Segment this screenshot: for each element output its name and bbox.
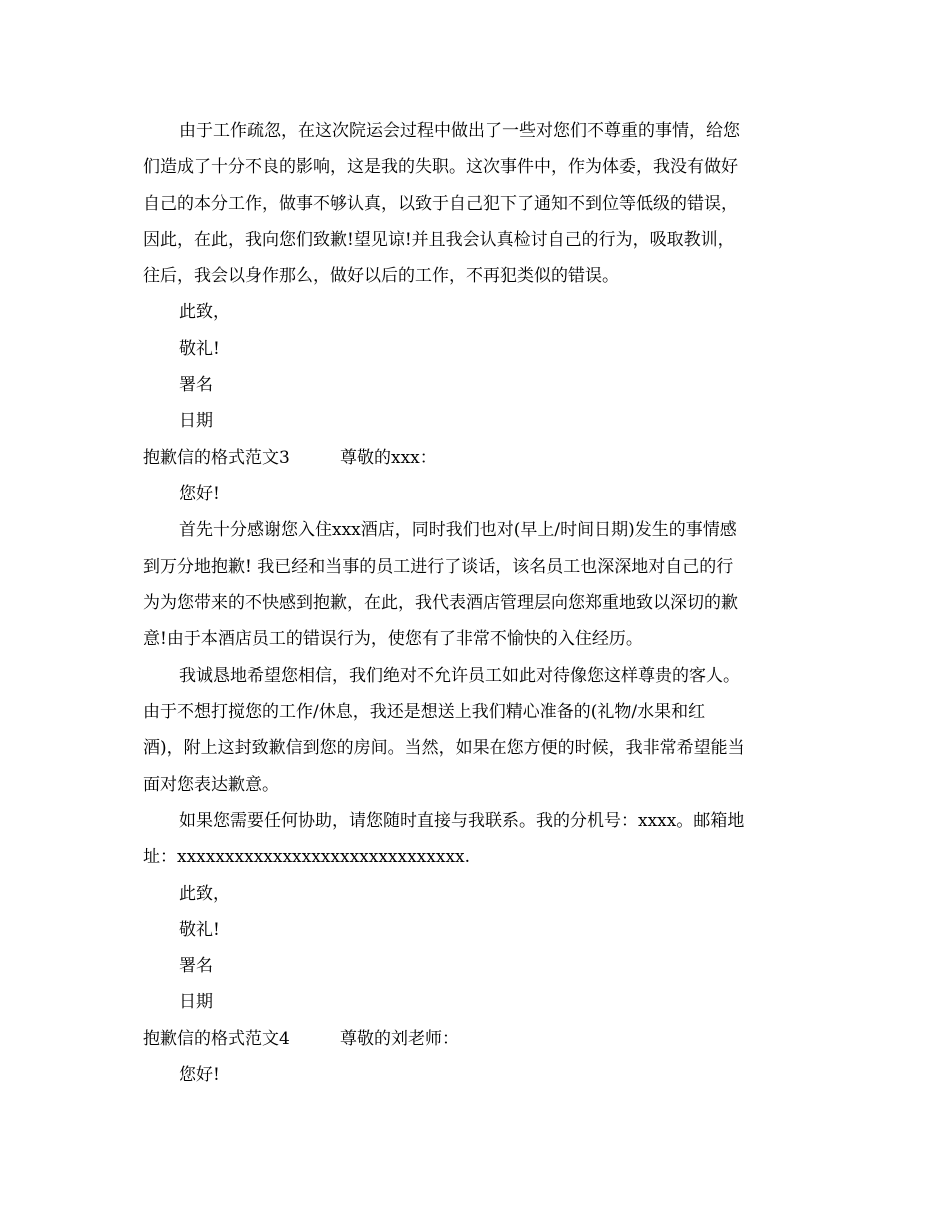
letter3-greeting: 您好! xyxy=(179,484,220,504)
letter3-signature: 署名 xyxy=(179,956,213,976)
letter3-para1-line-1: 首先十分感谢您入住xxx酒店，同时我们也对(早上/时间日期)发生的事情感 xyxy=(179,520,737,540)
letter2-body-line-5: 往后，我会以身作那么，做好以后的工作，不再犯类似的错误。 xyxy=(143,266,619,286)
letter2-salute: 敬礼! xyxy=(179,339,220,359)
letter4-salutation: 尊敬的刘老师： xyxy=(340,1029,459,1049)
letter3-para2-line-2: 由于不想打搅您的工作/休息，我还是想送上我们精心准备的(礼物/水果和红 xyxy=(143,702,706,722)
letter2-closing: 此致， xyxy=(179,302,230,322)
letter2-signature: 署名 xyxy=(179,375,213,395)
letter2-date: 日期 xyxy=(179,411,213,431)
letter3-para1-line-3: 为为您带来的不快感到抱歉，在此，我代表酒店管理层向您郑重地致以深切的歉 xyxy=(143,593,738,613)
letter4-greeting: 您好! xyxy=(179,1065,220,1085)
letter3-title: 抱歉信的格式范文3 xyxy=(143,448,290,468)
letter3-para1-line-2: 到万分地抱歉! 我已经和当事的员工进行了谈话，该名员工也深深地对自己的行 xyxy=(143,557,734,577)
letter3-date: 日期 xyxy=(179,992,213,1012)
letter2-body-line-2: 们造成了十分不良的影响，这是我的失职。这次事件中，作为体委，我没有做好 xyxy=(143,157,738,177)
letter3-salutation: 尊敬的xxx： xyxy=(340,448,437,468)
letter2-body-line-4: 因此，在此，我向您们致歉!望见谅!并且我会认真检讨自己的行为，吸取教训， xyxy=(143,230,735,250)
letter3-para2-line-1: 我诚恳地希望您相信，我们绝对不允许员工如此对待像您这样尊贵的客人。 xyxy=(179,666,740,686)
letter3-heading xyxy=(143,448,437,468)
letter2-body-line-1: 由于工作疏忽，在这次院运会过程中做出了一些对您们不尊重的事情，给您 xyxy=(179,121,740,141)
letter3-para1-line-4: 意!由于本酒店员工的错误行为，使您有了非常不愉快的入住经历。 xyxy=(143,629,643,649)
letter3-closing: 此致， xyxy=(179,884,230,904)
letter3-para3-line-2: 址：xxxxxxxxxxxxxxxxxxxxxxxxxxxxxx. xyxy=(143,847,471,867)
letter2-body-line-3: 自己的本分工作，做事不够认真，以致于自己犯下了通知不到位等低级的错误， xyxy=(143,194,738,214)
letter4-heading xyxy=(143,1029,459,1049)
letter4-title: 抱歉信的格式范文4 xyxy=(143,1029,290,1049)
letter3-para3-line-1: 如果您需要任何协助，请您随时直接与我联系。我的分机号：xxxx。邮箱地 xyxy=(179,811,745,831)
letter3-salute: 敬礼! xyxy=(179,920,220,940)
letter3-para2-line-4: 面对您表达歉意。 xyxy=(143,775,279,795)
letter3-para2-line-3: 酒)，附上这封致歉信到您的房间。当然，如果在您方便的时候，我非常希望能当 xyxy=(143,738,745,758)
